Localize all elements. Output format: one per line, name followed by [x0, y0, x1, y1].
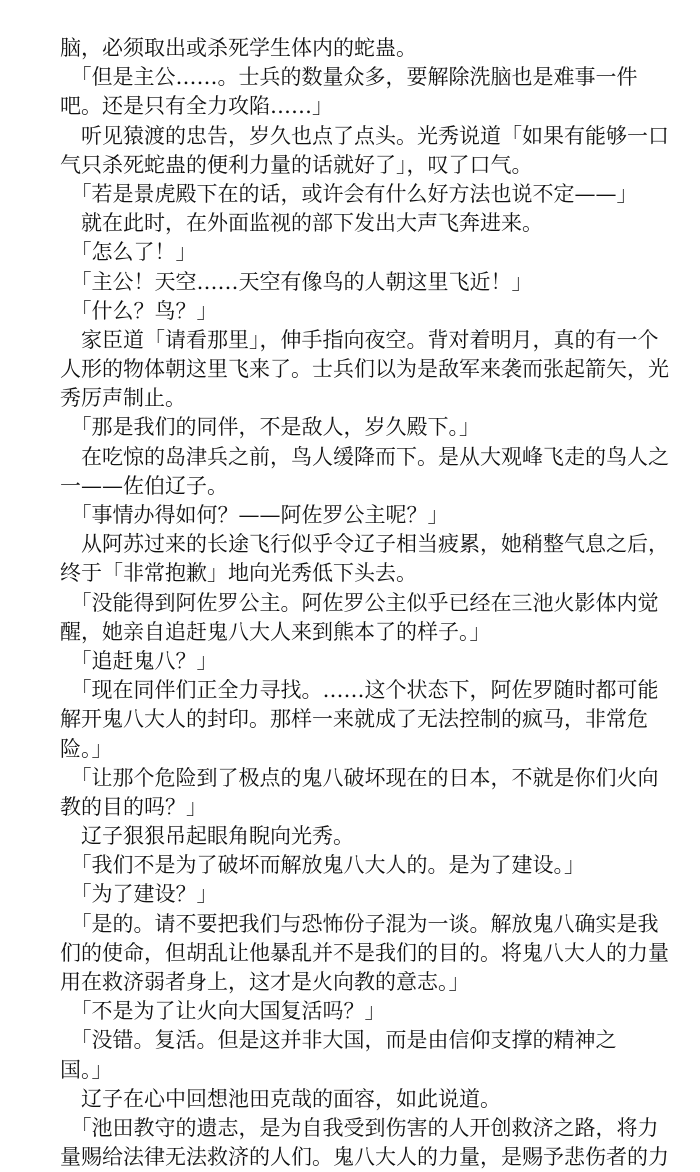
text-line: 一——佐伯辽子。 — [60, 473, 228, 498]
text-line: 终于「非常抱歉」地向光秀低下头去。 — [60, 561, 417, 586]
text-line: 吧。还是只有全力攻陷……」 — [60, 94, 333, 119]
text-line: 在吃惊的岛津兵之前，鸟人缓降而下。是从大观峰飞走的鸟人之 — [60, 444, 669, 469]
text-line: 「让那个危险到了极点的鬼八破坏现在的日本，不就是你们火向 — [60, 765, 659, 790]
text-line: 「现在同伴们正全力寻找。……这个状态下，阿佐罗随时都可能 — [60, 678, 659, 703]
text-line: 「为了建设？」 — [60, 882, 218, 907]
text-line: 家臣道「请看那里」，伸手指向夜空。背对着明月，真的有一个 — [60, 327, 659, 352]
text-line: 「怎么了！」 — [60, 240, 197, 265]
text-line: 「是的。请不要把我们与恐怖份子混为一谈。解放鬼八确实是我 — [60, 911, 659, 936]
text-line: 用在救济弱者身上，这才是火向教的意志。」 — [60, 970, 470, 994]
text-line: 「那是我们的同伴，不是敌人，岁久殿下。」 — [60, 415, 480, 440]
body-text — [60, 34, 669, 1172]
text-line: 「什么？鸟？」 — [60, 298, 218, 323]
text-line: 险。」 — [60, 736, 113, 761]
text-line: 就在此时，在外面监视的部下发出大声飞奔进来。 — [60, 211, 543, 236]
text-line: 「若是景虎殿下在的话，或许会有什么好方法也说不定——」 — [60, 181, 638, 206]
text-line: 「追赶鬼八？」 — [60, 648, 218, 673]
text-line: 从阿苏过来的长途飞行似乎令辽子相当疲累，她稍整气息之后， — [60, 532, 669, 557]
text-line: 解开鬼八大人的封印。那样一来就成了无法控制的疯马，非常危 — [60, 707, 648, 732]
text-line: 醒，她亲自追赶鬼八大人来到熊本了的样子。」 — [60, 619, 491, 644]
text-line: 辽子狠狠吊起眼角睨向光秀。 — [60, 824, 354, 849]
text-line: 们的使命，但胡乱让他暴乱并不是我们的目的。将鬼八大人的力量 — [60, 940, 669, 965]
text-line: 气只杀死蛇蛊的便利力量的话就好了」，叹了口气。 — [60, 152, 533, 177]
text-line: 「池田教守的遗志，是为自我受到伤害的人开创救济之路，将力 — [60, 1115, 659, 1140]
text-line: 「事情办得如何？——阿佐罗公主呢？」 — [60, 503, 449, 527]
text-line: 脑，必须取出或杀死学生体内的蛇蛊。 — [60, 36, 417, 60]
text-line: 「主公！天空……天空有像鸟的人朝这里飞近！」 — [60, 269, 533, 294]
text-line: 「但是主公……。士兵的数量众多，要解除洗脑也是难事一件 — [60, 65, 638, 90]
text-line: 国。」 — [60, 1057, 113, 1082]
text-line: 人形的物体朝这里飞来了。士兵们以为是敌军来袭而张起箭矢，光 — [60, 357, 669, 382]
text-line: 教的目的吗？」 — [60, 794, 207, 819]
text-line: 「不是为了让火向大国复活吗？」 — [60, 999, 386, 1024]
text-line: 「我们不是为了破坏而解放鬼八大人的。是为了建设。」 — [60, 853, 585, 878]
text-line: 秀厉声制止。 — [60, 386, 186, 411]
text-line: 量赐给法律无法救济的人们。鬼八大人的力量，是赐予悲伤者的力 — [60, 1145, 669, 1170]
text-line: 辽子在心中回想池田克哉的面容，如此说道。 — [60, 1086, 501, 1111]
text-line: 「没能得到阿佐罗公主。阿佐罗公主似乎已经在三池火影体内觉 — [60, 590, 659, 615]
text-line: 听见猿渡的忠告，岁久也点了点头。光秀说道「如果有能够一口 — [60, 123, 669, 148]
text-line: 「没错。复活。但是这并非大国，而是由信仰支撑的精神之 — [60, 1028, 617, 1053]
